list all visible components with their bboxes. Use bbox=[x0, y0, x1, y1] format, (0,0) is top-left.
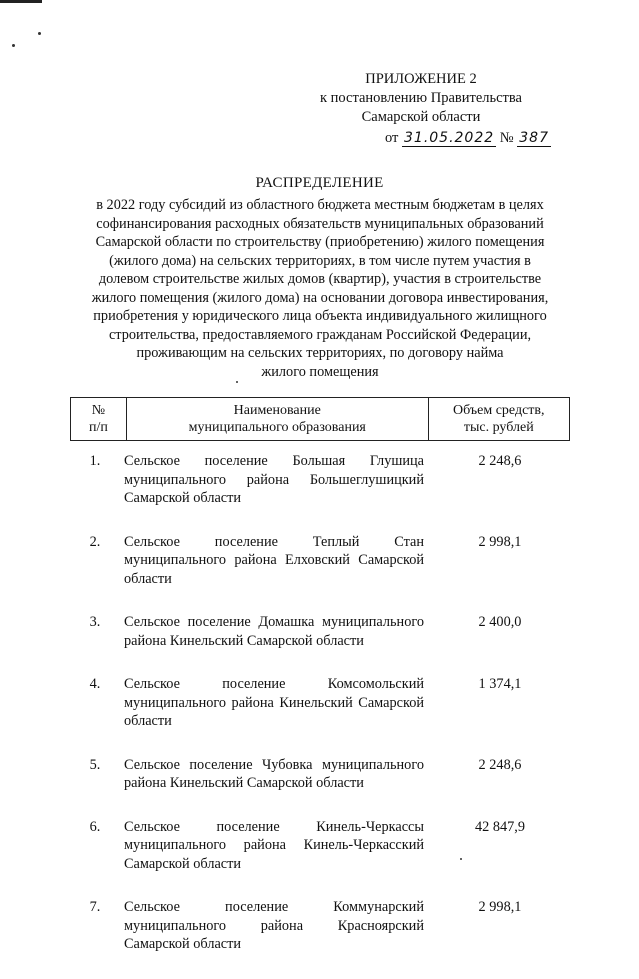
description-line: в 2022 году субсидий из областного бюджета местным бюджетам в целях bbox=[96, 197, 544, 213]
distribution-table-header bbox=[70, 397, 570, 441]
row-number: 6. bbox=[89, 818, 101, 835]
row-amount: 2 998,1 bbox=[478, 899, 522, 915]
description-line: Самарской области по строительству (приобретению) жилого помещения bbox=[95, 234, 545, 250]
table-row bbox=[70, 898, 570, 954]
header-number bbox=[71, 398, 127, 441]
scan-speck bbox=[236, 381, 238, 383]
table-row bbox=[70, 756, 570, 793]
header-number-line-1: № bbox=[91, 403, 106, 418]
handwritten-date: 31.05.2022 bbox=[404, 130, 495, 146]
table-row bbox=[70, 452, 570, 508]
document-description bbox=[60, 196, 580, 381]
appendix-block bbox=[291, 70, 551, 148]
row-amount: 1 374,1 bbox=[478, 676, 522, 692]
description-line: жилого помещения bbox=[261, 363, 379, 380]
scan-speck bbox=[38, 32, 41, 35]
table-row bbox=[70, 613, 570, 650]
row-amount: 2 248,6 bbox=[478, 756, 522, 773]
description-line: жилого помещения (жилого дома) на основании договора инвестирования, bbox=[91, 289, 549, 306]
row-municipality: Сельское поселение Коммунарский муниципального района Красноярский Самарской области bbox=[124, 899, 424, 952]
row-municipality: Сельское поселение Кинель-Черкассы муниципального района Кинель-Черкасский Самарской области bbox=[124, 818, 424, 872]
description-line: софинансирования расходных обязательств муниципальных образований bbox=[96, 215, 544, 232]
header-volume-line-1: Объем средств, bbox=[453, 403, 545, 418]
appendix-heading: ПРИЛОЖЕНИЕ 2 bbox=[365, 71, 477, 87]
row-number: 5. bbox=[89, 756, 101, 773]
row-number: 2. bbox=[89, 533, 101, 550]
row-municipality: Сельское поселение Комсомольский муниципального района Кинельский Самарской области bbox=[124, 676, 424, 729]
row-number: 4. bbox=[89, 676, 101, 692]
row-amount: 2 400,0 bbox=[478, 614, 522, 630]
handwritten-number: 387 bbox=[519, 130, 549, 146]
header-volume bbox=[428, 398, 569, 441]
scan-speck bbox=[460, 858, 462, 860]
description-line: строительства, предоставляемого гражданам Российской Федерации, bbox=[108, 326, 532, 343]
appendix-line-2: Самарской области bbox=[361, 109, 481, 125]
row-municipality: Сельское поселение Большая Глушица муниципального района Большеглушицкий Самарской области bbox=[124, 453, 424, 506]
row-number: 1. bbox=[89, 453, 101, 469]
header-name-line-2: муниципального образования bbox=[188, 420, 366, 435]
number-label: № bbox=[499, 130, 514, 146]
row-amount: 2 998,1 bbox=[478, 533, 522, 550]
table-row bbox=[70, 675, 570, 731]
distribution-table-body bbox=[70, 452, 570, 979]
header-volume-line-2: тыс. рублей bbox=[463, 420, 534, 435]
description-line: долевом строительстве жилых домов (квартир), участия в строительстве bbox=[98, 271, 542, 287]
from-label: от bbox=[384, 130, 399, 146]
row-number: 7. bbox=[89, 899, 101, 915]
header-name-line-1: Наименование bbox=[233, 403, 321, 418]
header-name bbox=[126, 398, 428, 441]
description-line: (жилого дома) на сельских территориях, в том числе путем участия в bbox=[109, 252, 531, 269]
table-row bbox=[70, 533, 570, 589]
row-number: 3. bbox=[89, 614, 101, 630]
row-amount: 42 847,9 bbox=[474, 818, 526, 835]
row-municipality: Сельское поселение Чубовка муниципального района Кинельский Самарской области bbox=[124, 756, 424, 791]
appendix-date-number bbox=[291, 129, 551, 148]
row-amount: 2 248,6 bbox=[478, 453, 522, 469]
scan-speck bbox=[12, 44, 15, 47]
description-line: проживающим на сельских территориях, по договору найма bbox=[136, 345, 504, 361]
description-line: приобретения у юридического лица объекта индивидуального жилищного bbox=[93, 308, 547, 324]
row-municipality: Сельское поселение Теплый Стан муниципального района Елховский Самарской области bbox=[124, 533, 424, 587]
row-municipality: Сельское поселение Домашка муниципального района Кинельский Самарской области bbox=[124, 614, 424, 649]
document-title: РАСПРЕДЕЛЕНИЕ bbox=[255, 175, 384, 191]
header-number-line-2: п/п bbox=[89, 420, 108, 435]
table-row bbox=[70, 818, 570, 874]
scan-edge-mark bbox=[0, 0, 42, 3]
appendix-line-1: к постановлению Правительства bbox=[320, 90, 522, 106]
